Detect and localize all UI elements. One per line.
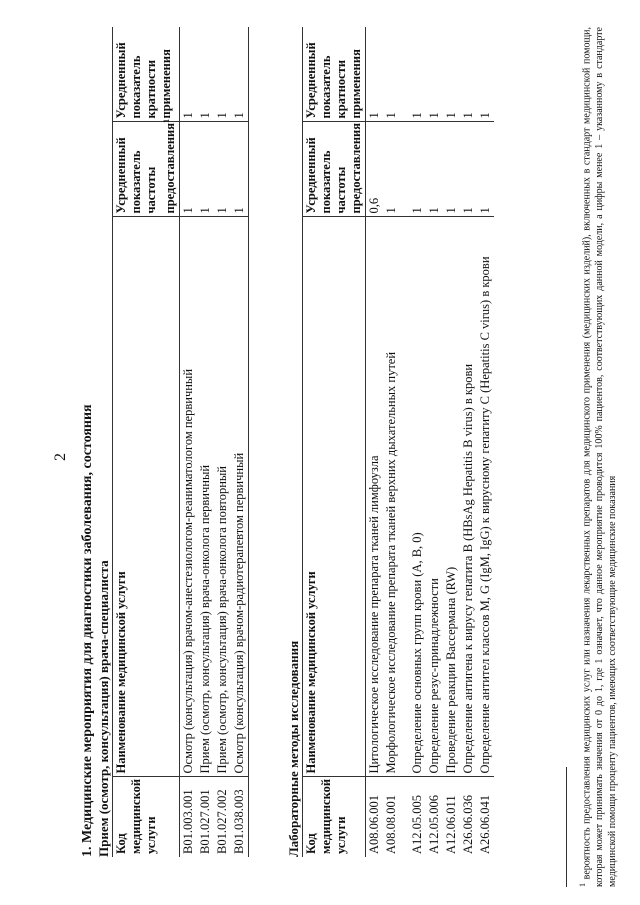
header-frequency-label: Усредненный показатель частоты предоставления [114,122,178,214]
cell-name: Определение антигена к вирусу гепатита B (HBsAg Hepatitis B virus) в крови [460,217,477,777]
cell-code: A26.06.041 [477,777,494,857]
table-row [180,27,198,857]
cell-code: A12.05.005 [400,777,426,857]
cell-code: A26.06.036 [460,777,477,857]
cell-multiplicity: 1 [410,112,424,119]
table-row [366,27,384,857]
cell-multiplicity: 1 [461,112,475,119]
cell-frequency: 1 [400,122,426,217]
cell-frequency: 1 [180,122,198,217]
table-row [460,27,477,857]
header-code: Код медицинской услуги [303,777,366,857]
subsection-consultation-title: Прием (осмотр, консультация) врача-специалиста [96,560,111,857]
cell-code: B01.003.001 [180,777,198,857]
footnote [576,27,619,887]
cell-multiplicity: 1 [181,112,196,119]
footnote-marker: 1 [162,118,171,123]
footnote-divider [566,767,567,887]
cell-code: A08.06.001 [366,777,384,857]
table-header-row [113,27,180,857]
cell-code: B01.027.001 [197,777,214,857]
cell-multiplicity: 1 [198,112,213,119]
header-frequency: Усредненный показатель частоты предоставления [303,122,366,217]
header-multiplicity: Усредненный показатель кратности применения [304,42,363,119]
table-row [443,27,460,857]
cell-name: Прием (осмотр, консультация) врача-онколога первичный [197,217,214,777]
footnote-text: вероятность предоставления медицинских услуг или назначения лекарственных препаратов для медицинского применения (медицинских изделий), включенных в стандарт медицинской помощи, которая может принимать значения от 0 до 1, где 1 означает, что данное мероприятие проводится 100% пациентов, соответствующих данной модели, а цифры менее 1 – указанному в стандарте медицинской помощи проценту пациентов, имеющих соответствующие медицинские показания [581,26,619,887]
cell-multiplicity: 1 [232,112,247,119]
cell-code: A12.05.006 [426,777,443,857]
cell-multiplicity: 1 [367,112,381,119]
cell-frequency: 1 [477,122,494,217]
section-title: 1. Медицинские мероприятия для диагностики заболевания, состояния [80,404,95,857]
cell-name: Определение резус-принадлежности [426,217,443,777]
page-number: 2 [52,453,69,461]
cell-frequency: 1 [197,122,214,217]
consultation-table [112,27,249,857]
cell-name: Осмотр (консультация) врачом-анестезиологом-реаниматологом первичный [180,217,198,777]
cell-code: A12.06.011 [443,777,460,857]
table-header-row [303,27,366,857]
lab-methods-table [302,27,494,857]
cell-frequency: 0,6 [366,122,384,217]
cell-name: Определение антител классов M, G (IgM, IgG) к вирусному гепатиту C (Hepatitis C virus) в крови [477,217,494,777]
cell-name: Проведение реакции Вассермана (RW) [443,217,460,777]
header-multiplicity: Усредненный показатель кратности применения [114,42,173,119]
cell-frequency: 1 [460,122,477,217]
cell-code: A08.08.001 [383,777,400,857]
table-row [231,27,249,857]
header-name: Наименование медицинской услуги [303,217,366,777]
header-code: Код медицинской услуги [113,777,180,857]
cell-frequency: 1 [426,122,443,217]
cell-name: Прием (осмотр, консультация) врача-онколога повторный [214,217,231,777]
cell-name: Осмотр (консультация) врачом-радиотерапевтом первичный [231,217,249,777]
table-row [197,27,214,857]
table-row [383,27,400,857]
header-frequency [113,118,180,217]
cell-code: B01.027.002 [214,777,231,857]
cell-name: Цитологическое исследование препарата тканей лимфоузла [366,217,384,777]
table-row [214,27,231,857]
cell-frequency: 1 [383,122,400,217]
cell-code: B01.038.003 [231,777,249,857]
header-name: Наименование медицинской услуги [113,217,180,777]
cell-frequency: 1 [231,122,249,217]
cell-name: Морфологическое исследование препарата тканей верхних дыхательных путей [383,217,400,777]
cell-multiplicity: 1 [427,112,441,119]
cell-name: Определение основных групп крови (A, B, 0) [400,217,426,777]
footnote-marker: 1 [578,883,587,887]
cell-multiplicity: 1 [215,112,230,119]
cell-multiplicity: 1 [444,112,458,119]
cell-multiplicity: 1 [384,112,398,119]
cell-multiplicity: 1 [478,112,492,119]
cell-frequency: 1 [443,122,460,217]
table-row [477,27,494,857]
cell-frequency: 1 [214,122,231,217]
subsection-lab-title: Лабораторные методы исследования [286,640,301,857]
table-row [426,27,443,857]
table-row [400,27,426,857]
